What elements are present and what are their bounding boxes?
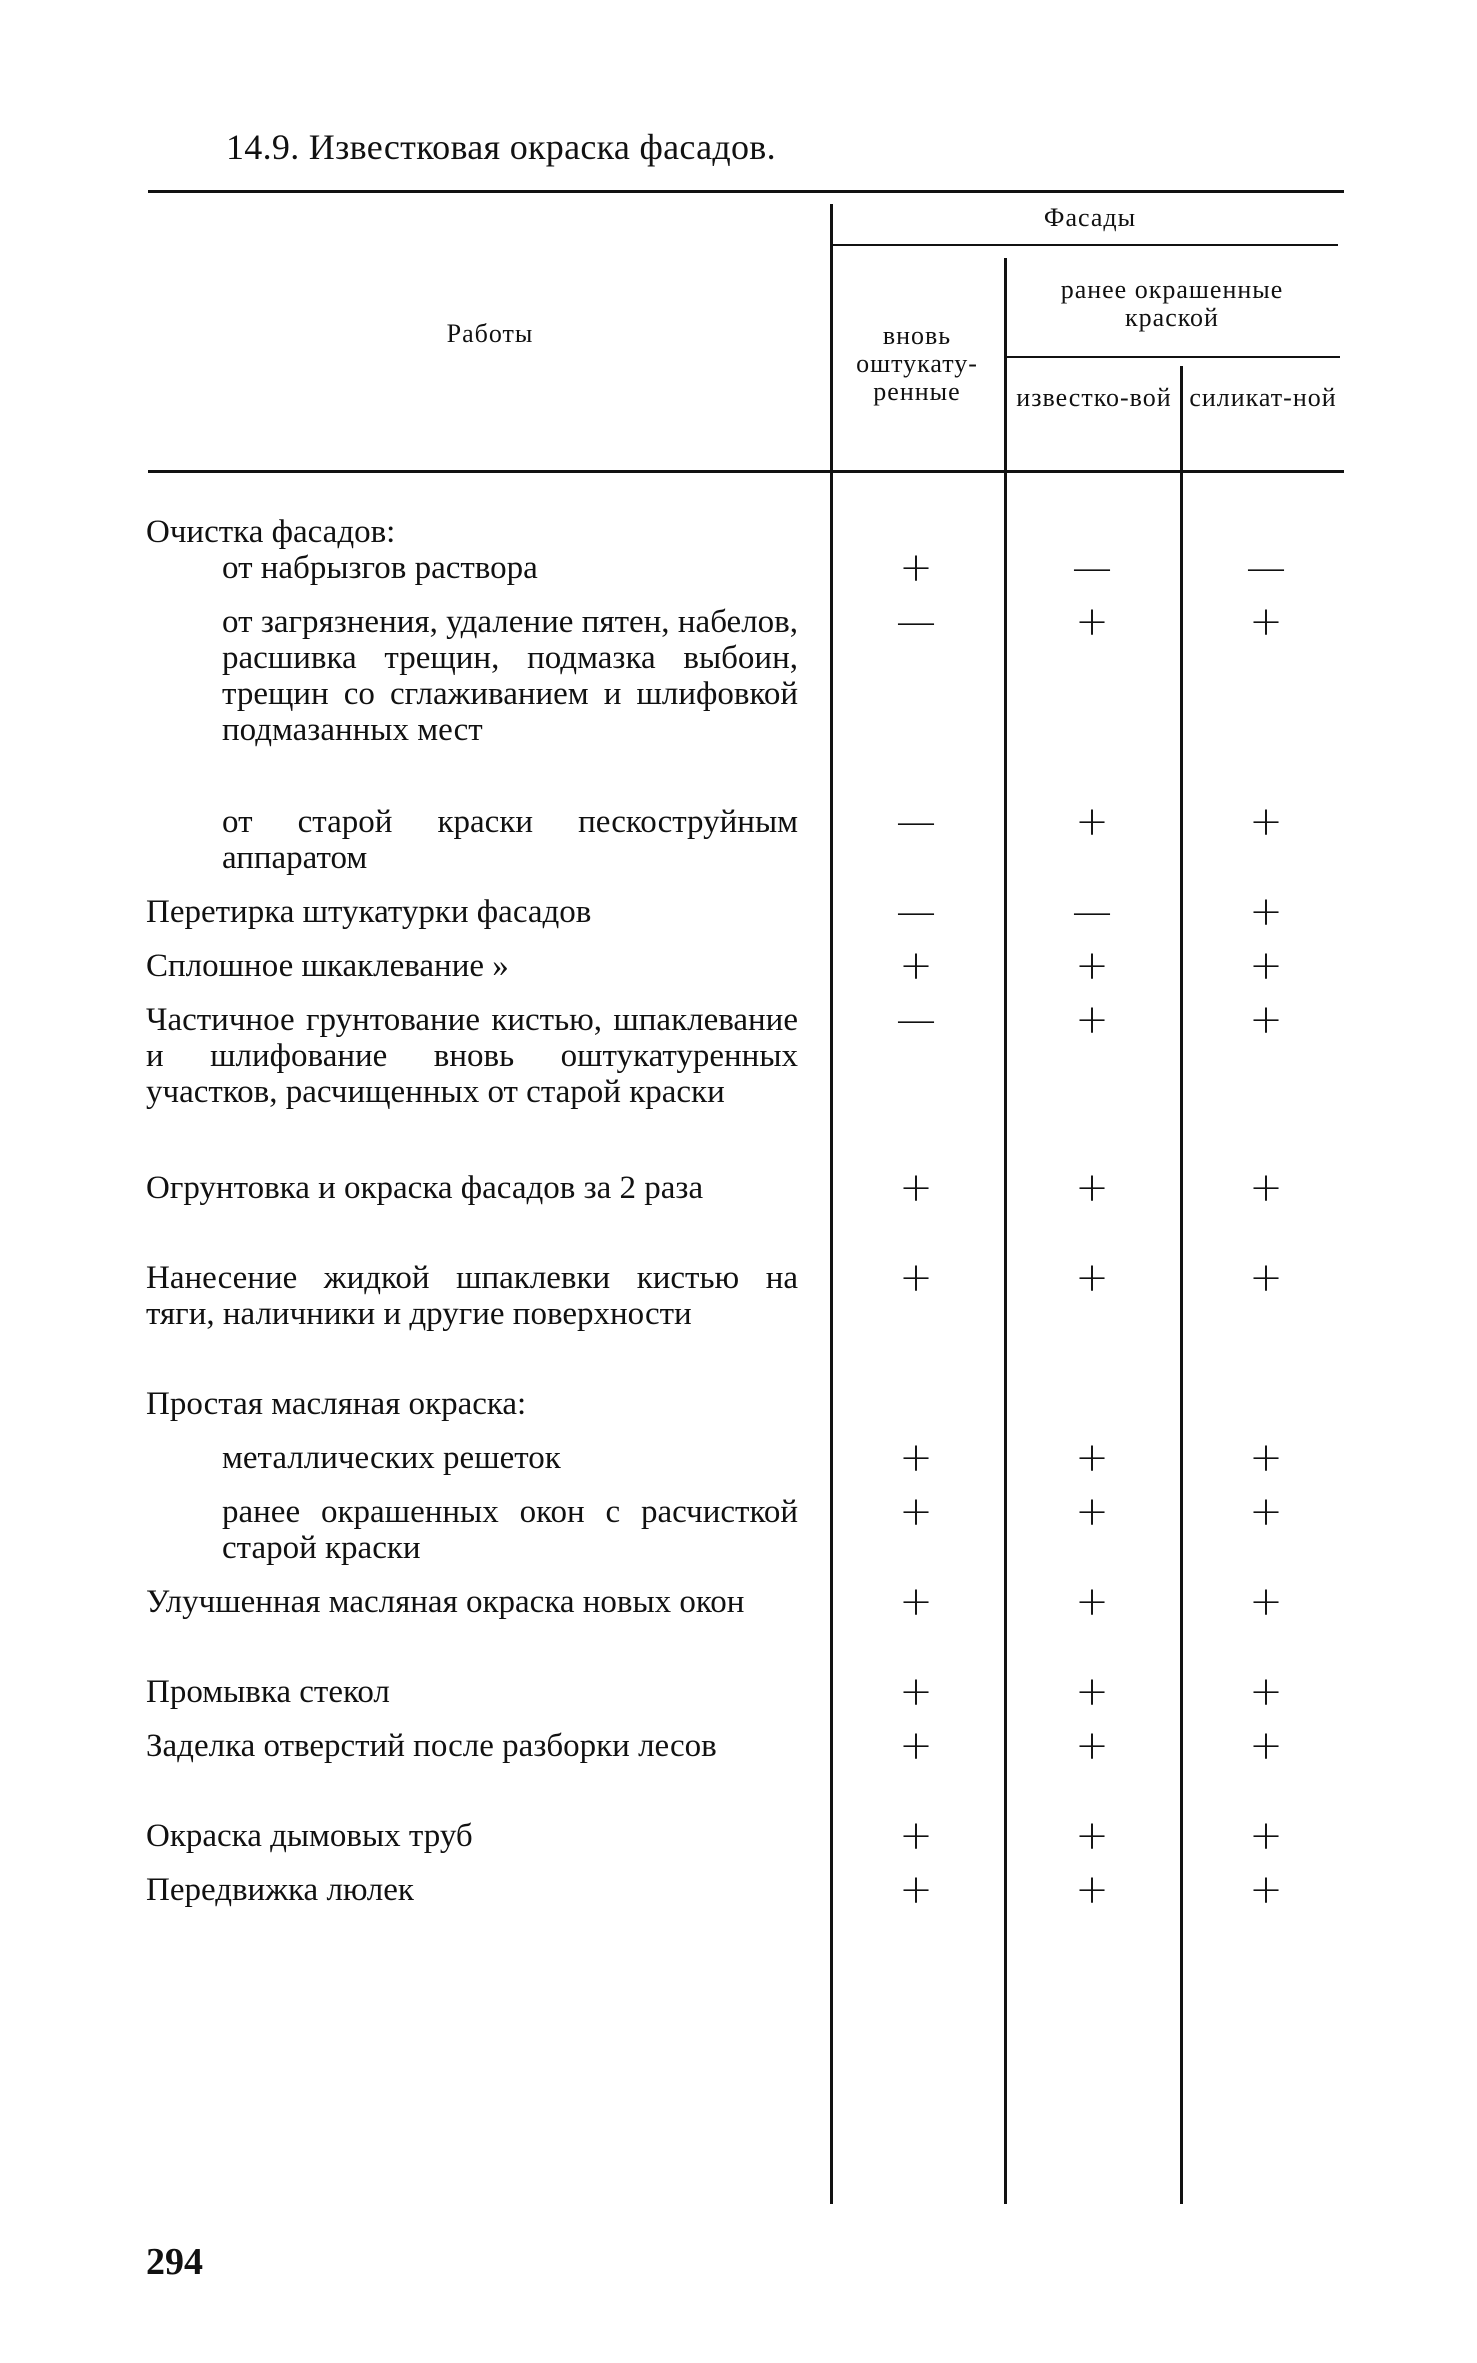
- mark-silicate: +: [1249, 1813, 1283, 1859]
- mark-new-plastered: +: [899, 1579, 933, 1625]
- mark-lime: +: [1075, 1165, 1109, 1211]
- column-divider-2: [1004, 258, 1007, 2204]
- mark-silicate: +: [1249, 1255, 1283, 1301]
- mark-new-plastered: —: [896, 997, 936, 1043]
- table-top-rule: [148, 190, 1344, 193]
- column-divider-3: [1180, 366, 1183, 2204]
- mark-silicate: +: [1249, 1669, 1283, 1715]
- mark-new-plastered: +: [899, 1669, 933, 1715]
- mark-silicate: +: [1249, 1165, 1283, 1211]
- mark-silicate: +: [1249, 1867, 1283, 1913]
- mark-lime: +: [1075, 1489, 1109, 1535]
- header-rule-painted: [1005, 356, 1340, 358]
- work-description: Окраска дымовых труб: [146, 1818, 473, 1854]
- mark-silicate: +: [1249, 943, 1283, 989]
- mark-silicate: +: [1249, 799, 1283, 845]
- mark-new-plastered: +: [899, 1255, 933, 1301]
- work-description: ранее окрашенных окон с расчисткой старой краски: [222, 1494, 798, 1566]
- header-bottom-rule: [148, 470, 1344, 473]
- page-number: 294: [146, 2241, 203, 2283]
- work-description: Заделка отверстий после разборки лесов: [146, 1728, 717, 1764]
- work-description: от старой краски пескоструйным аппаратом: [222, 804, 798, 876]
- mark-new-plastered: —: [896, 889, 936, 935]
- mark-lime: +: [1075, 1813, 1109, 1859]
- work-description: Сплошное шкаклевание »: [146, 948, 509, 984]
- work-description: Простая масляная окраска:: [146, 1386, 527, 1422]
- mark-new-plastered: +: [899, 1165, 933, 1211]
- work-description: металлических решеток: [222, 1440, 561, 1476]
- work-description: от набрызгов раствора: [222, 550, 538, 586]
- mark-lime: +: [1075, 599, 1109, 645]
- mark-new-plastered: +: [899, 545, 933, 591]
- work-description: Частичное грунтование кистью, шпаклевание и шлифование вновь оштукатуренных участков, расчищенных от старой краски: [146, 1002, 798, 1110]
- mark-lime: +: [1075, 799, 1109, 845]
- mark-lime: —: [1072, 545, 1112, 591]
- header-rule-facades: [832, 244, 1338, 246]
- mark-new-plastered: +: [899, 1867, 933, 1913]
- mark-lime: +: [1075, 1435, 1109, 1481]
- column-divider-1: [830, 204, 833, 2204]
- mark-new-plastered: +: [899, 1435, 933, 1481]
- mark-lime: +: [1075, 997, 1109, 1043]
- header-lime: известко-вой: [1016, 383, 1172, 412]
- work-description: от загрязнения, удаление пятен, набелов, расшивка трещин, подмазка выбоин, трещин со сглаживанием и шлифовкой подмазанных мест: [222, 604, 798, 748]
- work-description: Нанесение жидкой шпаклевки кистью на тяги, наличники и другие поверхности: [146, 1260, 798, 1332]
- mark-lime: +: [1075, 1579, 1109, 1625]
- mark-new-plastered: +: [899, 1813, 933, 1859]
- mark-silicate: +: [1249, 997, 1283, 1043]
- work-description: Промывка стекол: [146, 1674, 390, 1710]
- mark-silicate: +: [1249, 1723, 1283, 1769]
- mark-new-plastered: —: [896, 799, 936, 845]
- mark-lime: +: [1075, 1255, 1109, 1301]
- mark-lime: +: [1075, 1867, 1109, 1913]
- mark-lime: +: [1075, 943, 1109, 989]
- mark-new-plastered: +: [899, 943, 933, 989]
- mark-lime: +: [1075, 1723, 1109, 1769]
- mark-new-plastered: —: [896, 599, 936, 645]
- mark-silicate: +: [1249, 1435, 1283, 1481]
- mark-lime: —: [1072, 889, 1112, 935]
- header-facades: Фасады: [1043, 203, 1137, 232]
- mark-silicate: +: [1249, 1489, 1283, 1535]
- work-description: Перетирка штукатурки фасадов: [146, 894, 592, 930]
- mark-new-plastered: +: [899, 1489, 933, 1535]
- page-title: 14.9. Известковая окраска фасадов.: [226, 127, 776, 167]
- work-description: Очистка фасадов:: [146, 514, 396, 550]
- mark-silicate: +: [1249, 889, 1283, 935]
- header-new-plastered: вновь оштукату-ренные: [856, 321, 978, 406]
- work-description: Передвижка люлек: [146, 1872, 414, 1908]
- header-previously-painted: ранее окрашенные краской: [1060, 275, 1284, 332]
- work-description: Огрунтовка и окраска фасадов за 2 раза: [146, 1170, 704, 1206]
- header-silicate: силикат-ной: [1189, 383, 1337, 412]
- mark-silicate: —: [1246, 545, 1286, 591]
- header-works: Работы: [446, 319, 534, 348]
- mark-silicate: +: [1249, 599, 1283, 645]
- work-description: Улучшенная масляная окраска новых окон: [146, 1584, 745, 1620]
- mark-new-plastered: +: [899, 1723, 933, 1769]
- mark-silicate: +: [1249, 1579, 1283, 1625]
- mark-lime: +: [1075, 1669, 1109, 1715]
